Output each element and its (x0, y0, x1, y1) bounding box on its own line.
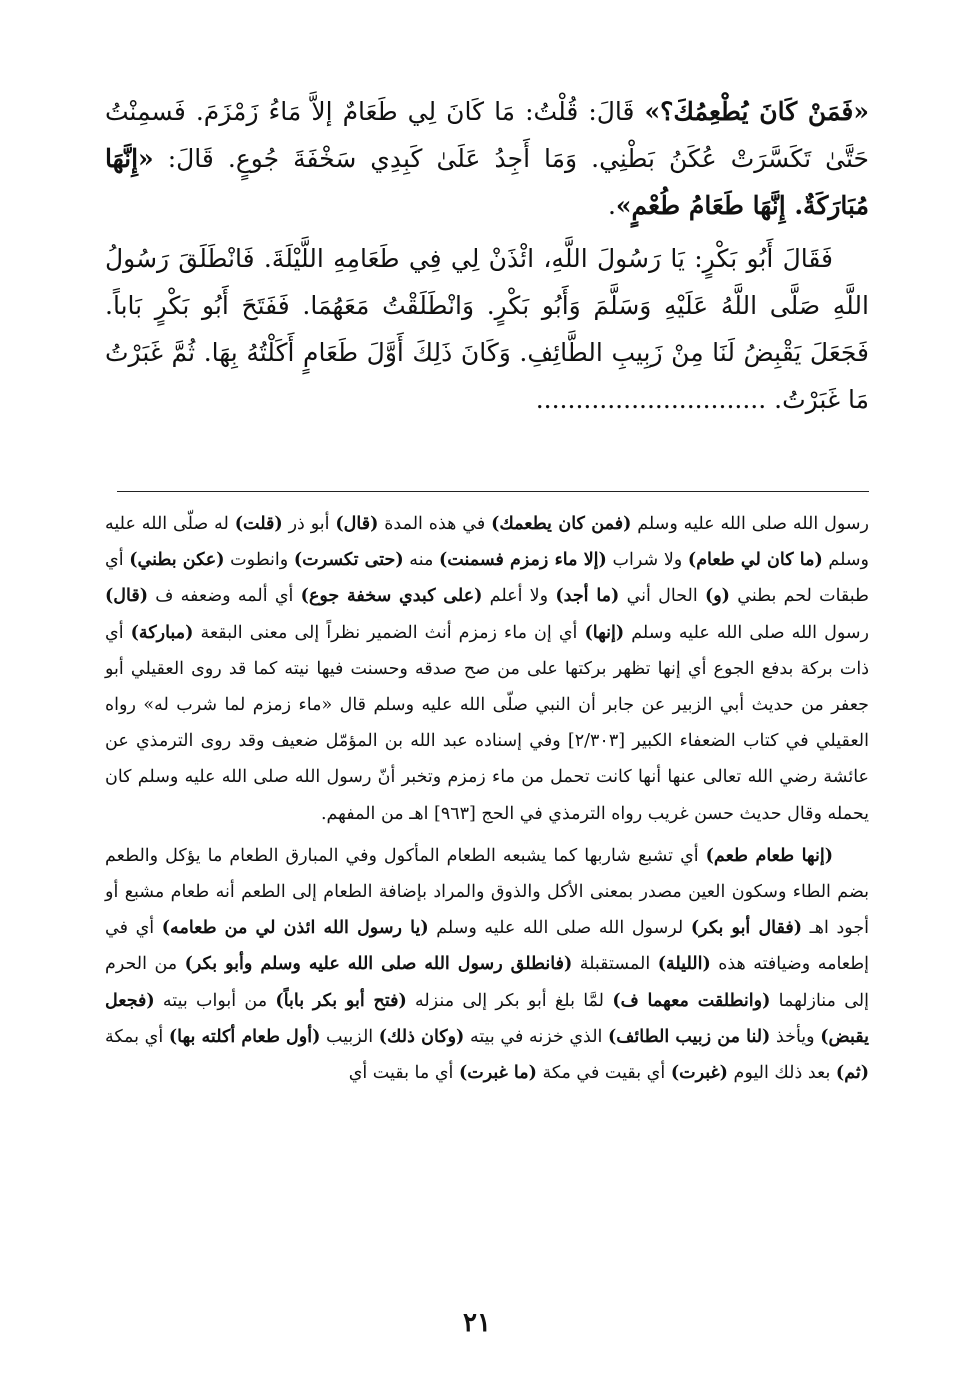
quote-bold: «فَمَنْ كَانَ يُطْعِمُكَ؟» (644, 97, 869, 126)
commentary-bold: (وكان ذلك) (378, 1026, 465, 1047)
commentary-bold: (ثم) (835, 1063, 869, 1084)
commentary-bold: (فجعل يقبض) (105, 990, 869, 1047)
commentary-bold: (غبرت) (670, 1063, 728, 1084)
commentary-text: الذي خزنه في بيته (464, 1026, 609, 1047)
commentary-text: ويأخذ (770, 1026, 821, 1047)
commentary-paragraph-2 (105, 838, 869, 1091)
commentary-text: لمَّا بلغ أبو بكر إلى منزله (406, 990, 613, 1011)
page-number: ٢١ (463, 1308, 491, 1338)
commentary-text: الزبيب (320, 1026, 379, 1047)
commentary-text: ولا أعلم (482, 586, 556, 607)
commentary-bold: (ما غبرت) (458, 1063, 537, 1084)
commentary-bold: (قال) (335, 514, 379, 534)
commentary-bold: (أول طعام أكلته بها) (168, 1026, 321, 1047)
hadith-text (105, 88, 869, 429)
commentary-bold: (ما أجد) (555, 586, 620, 607)
commentary-text: من أبواب بيته (154, 990, 276, 1011)
commentary-text: له صلّى الله عليه وسلم (105, 514, 869, 571)
commentary-bold: (قلت) (234, 514, 283, 534)
commentary-text: المستقبلة (572, 954, 658, 975)
commentary-bold: (إنها) (584, 622, 625, 643)
commentary-text: أي إن ماء زمزم أنث الضمير نظراً إلى معنى البقعة (193, 622, 585, 643)
commentary-bold: (فانطلق رسول الله صلى الله عليه وسلم وأبو بكر) (184, 954, 573, 975)
commentary-text: أي طبقات لحم بطني (105, 550, 869, 607)
commentary-text: لرسول الله صلى الله عليه وسلم (428, 918, 691, 939)
commentary-bold: (فقال أبو بكر) (690, 918, 803, 939)
commentary-bold: (عكن بطني) (129, 550, 225, 571)
commentary-text: رسول الله صلى الله عليه وسلم (624, 622, 869, 643)
commentary-text: أي تشبع شاربها كما يشبعه الطعام المأكول وفي المبارق الطعام ما يؤكل والطعم بضم الطاء وسكون العين مصدر بمعنى الأكل والذوق والمراد بإضافة الطعام إلى الطعم أنه طعام مشبع أو أجود اهـ (105, 845, 870, 939)
commentary-bold: (يا رسول الله ائذن لي من طعامه) (161, 918, 429, 939)
commentary-bold: (إلا ماء زمزم فسمنت) (439, 550, 607, 571)
commentary-bold: (و) (704, 586, 730, 607)
commentary-text: الحال أني (619, 586, 705, 607)
commentary-bold: (الليلة) (657, 954, 711, 975)
hadith-text-segment: فَقَالَ أَبُو بَكْرٍ: يَا رَسُولَ اللَّهِ، ائْذَنْ لِي فِي طَعَامِهِ اللَّيْلَةَ. فَانْطَلَقَ رَسُولُ اللَّهِ صَلَّى اللَّهُ عَلَيْهِ وَسَلَّمَ وَأَبُو بَكْرٍ. وَانْطَلَقْتُ مَعَهُمَا. فَفَتَحَ أَبُو بَكْرٍ بَاباً. فَجَعَلَ يَقْبِضُ لَنَا مِنْ زَبِيبِ الطَّائِفِ. وَكَانَ ذَلِكَ أَوَّلَ طَعَامٍ أَكَلْتُهُ بِهَا. ثُمَّ غَبَرْتُ مَا غَبَرْتُ. (105, 244, 869, 414)
commentary-text: بعد ذلك اليوم (727, 1063, 836, 1084)
commentary-bold: (فمن كان يطعمك) (491, 514, 632, 534)
commentary-text: من الحرم إلى منازلهما (105, 954, 870, 1011)
commentary-bold: (مباركة) (130, 622, 194, 643)
commentary-bold: (حتى تكسرت) (293, 550, 404, 571)
commentary-text: أبو ذر (282, 514, 336, 534)
ellipsis-dots: ............................. (535, 385, 767, 414)
commentary-bold: (وانطلقت معهما ف) (612, 990, 771, 1011)
commentary-bold: (لنا من زبيب الطائف) (608, 1026, 771, 1047)
commentary-text: في هذه المدة (378, 514, 492, 534)
commentary-text: أي ألمه وضعفه ف (147, 586, 301, 607)
commentary-bold: (فتح أبو بكر باباً) (275, 990, 407, 1011)
hadith-text-segment: قَالَ: قُلْتُ: مَا كَانَ لِي طَعَامٌ إلاَّ مَاءُ زَمْزَمَ. فَسمِنْتُ حَتَّىٰ تَكَسَّرَتْ عُكَنُ بَطْنِي. وَمَا أَجِدُ عَلَىٰ كَبِدِي سَخْفَةَ جُوعٍ. قَالَ: (105, 97, 869, 173)
commentary-text: وانطوت (224, 550, 294, 571)
commentary-bold: (إنها طعام طعم) (705, 845, 833, 866)
hadith-paragraph-1 (105, 88, 869, 229)
commentary-text: أي بمكة (105, 1026, 169, 1047)
commentary (105, 506, 869, 1091)
footnote-divider (117, 491, 869, 492)
commentary-bold: (على كبدي سخفة جوع) (300, 586, 483, 607)
commentary-text: ولا شراب (606, 550, 688, 571)
commentary-text: أي في إطعامه وضيافته هذه (105, 918, 870, 975)
commentary-text: منه (403, 550, 440, 571)
quote-bold: «إِنَّهَا مُبَارَكَةٌ. إِنَّهَا طَعَامُ طُعْمٍ» (105, 144, 869, 220)
hadith-paragraph-2 (105, 235, 869, 423)
commentary-bold: (قال) (105, 586, 148, 607)
commentary-paragraph-1 (105, 506, 869, 832)
commentary-text: أي ذات بركة بدفع الجوع أي إنها تظهر بركتها على من صح صدقه وحسنت فيها نيته كما قد روى العقيلي أبو جعفر من حديث أبي الزبير عن جابر أن النبي صلّى الله عليه وسلم قال «ماء زمزم لما شرب له» رواه العقيلي في كتاب الضعفاء الكبير [٢/٣٠٣] وفي إسناده عبد الله بن المؤمّل ضعيف وقد روى الترمذي عن عائشة رضي الله تعالى عنها أنها كانت تحمل من ماء زمزم وتخبر أنّ رسول الله صلى الله عليه وسلم كان يحمله وقال حديث حسن غريب رواه الترمذي في الحج [٩٦٣] اهـ من المفهم. (105, 622, 869, 824)
commentary-text: أي بقيت في مكة (536, 1063, 671, 1084)
hadith-text-segment: . (607, 191, 616, 220)
commentary-bold: (ما كان لي طعام) (687, 550, 823, 571)
commentary-text: أي ما بقيت أي (348, 1063, 459, 1084)
commentary-text: رسول الله صلى الله عليه وسلم (631, 514, 869, 534)
